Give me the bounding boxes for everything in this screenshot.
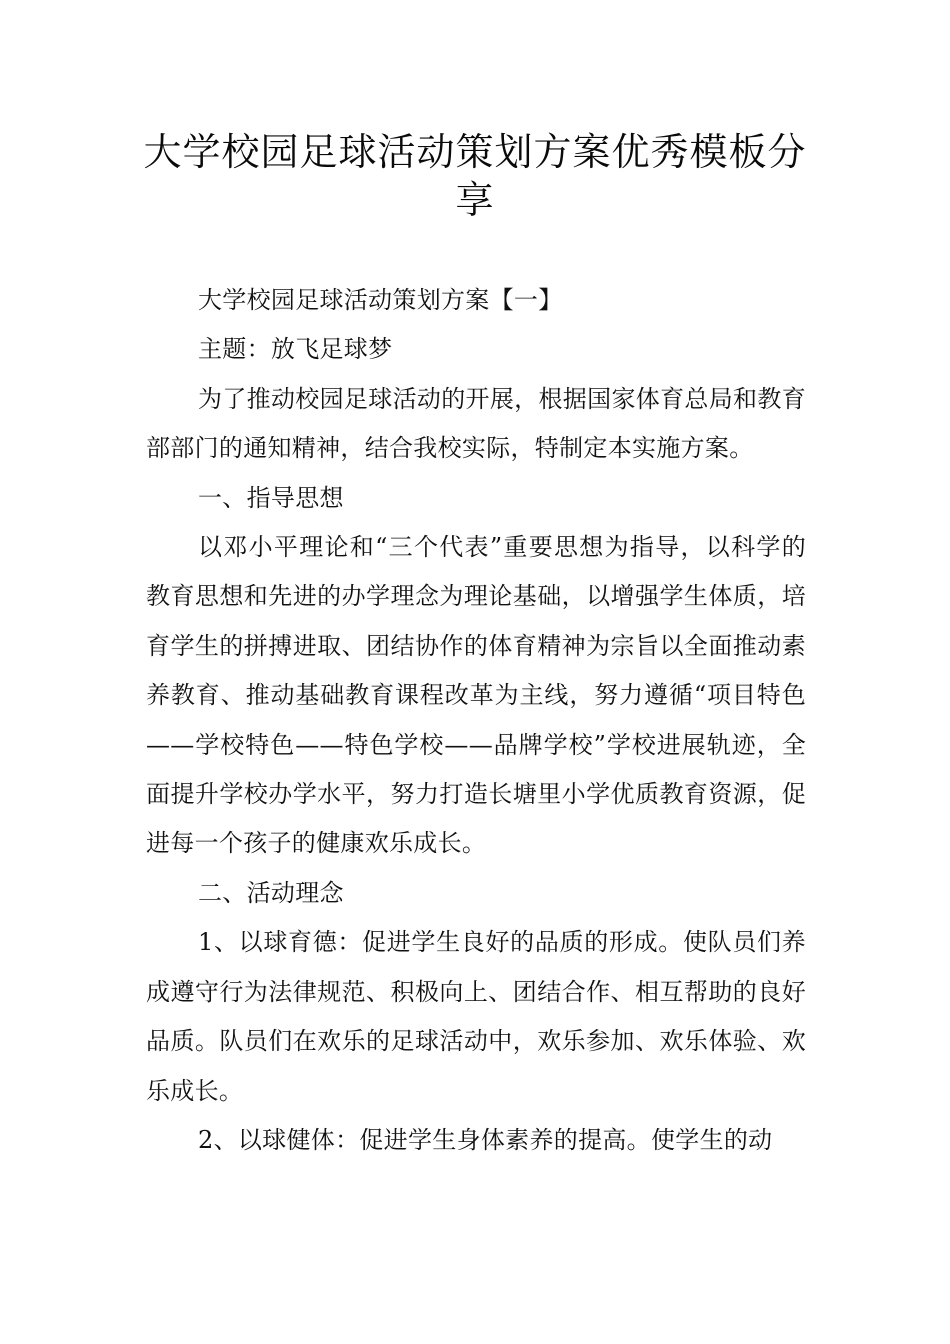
concept-item-1: 1、以球育德：促进学生良好的品质的形成。使队员们养成遵守行为法律规范、积极向上、团结合作、相互帮助的良好品质。队员们在欢乐的足球活动中，欢乐参加、欢乐体验、欢乐成长。	[146, 928, 806, 1105]
section-heading-plan-one: 大学校园足球活动策划方案【一】	[198, 286, 563, 314]
intro-paragraph: 为了推动校园足球活动的开展，根据国家体育总局和教育部部门的通知精神，结合我校实际，特制定本实施方案。	[146, 384, 806, 463]
guiding-thought-paragraph: 以邓小平理论和“三个代表”重要思想为指导，以科学的教育思想和先进的办学理念为理论基础，以增强学生体质，培育学生的拼搏进取、团结协作的体育精神为宗旨以全面推动素养教育、推动基础教育课程改革为主线，努力遵循“项目特色——学校特色——特色学校——品牌学校”学校进展轨迹，全面提升学校办学水平，努力打造长塘里小学优质教育资源，促进每一个孩子的健康欢乐成长。	[146, 533, 806, 858]
document-body	[146, 276, 806, 1165]
section-heading-activity-concept: 二、活动理念	[198, 878, 344, 907]
document-title: 大学校园足球活动策划方案优秀模板分享	[143, 130, 807, 222]
section-heading-guiding-thought: 一、指导思想	[198, 483, 344, 512]
theme-line: 主题：放飞足球梦	[198, 335, 393, 364]
concept-item-2: 2、以球健体：促进学生身体素养的提高。使学生的动	[198, 1125, 773, 1154]
